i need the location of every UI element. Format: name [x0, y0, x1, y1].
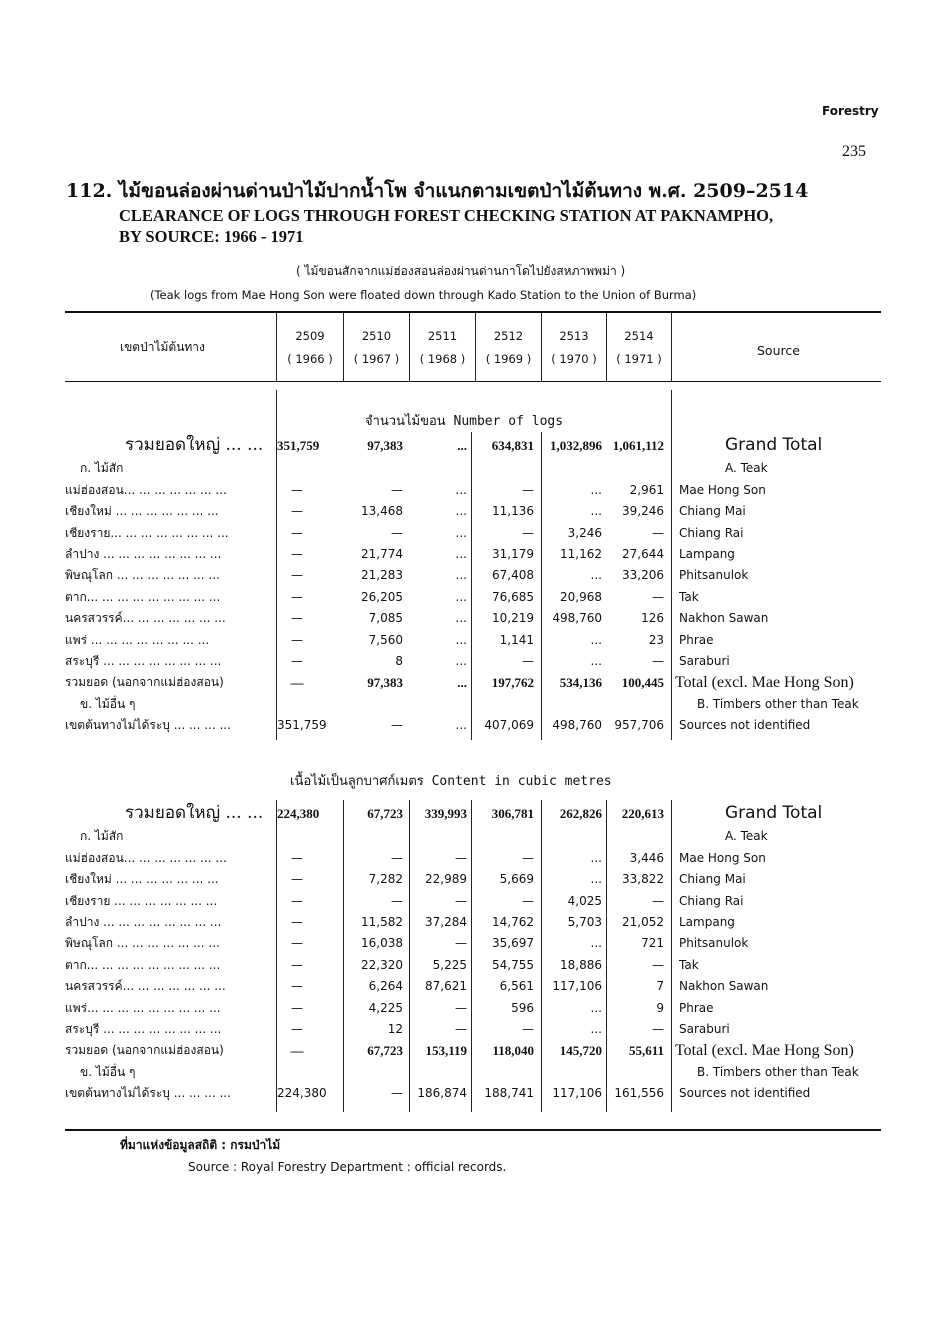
value-cell: 224,380	[277, 1086, 327, 1101]
value-cell: 87,621	[425, 979, 467, 994]
value-cell: 351,759	[277, 438, 320, 453]
table-title-english-line2: BY SOURCE: 1966 - 1971	[119, 227, 304, 246]
value-cell: 12	[387, 1022, 403, 1036]
table-row	[65, 501, 885, 522]
value-cell: ...	[590, 654, 602, 668]
table-row	[65, 587, 885, 608]
row-label: ตาก... ... ... ... ... ... ... ... ...	[65, 589, 221, 604]
table-bottom-rule	[65, 1129, 881, 1131]
value-cell: 100,445	[621, 675, 664, 691]
value-cell: 5,225	[432, 957, 467, 972]
value-cell: —	[522, 1022, 534, 1036]
value-cell: 161,556	[614, 1086, 664, 1101]
value-cell: —	[455, 893, 467, 908]
value-cell: 14,762	[492, 915, 534, 929]
row-source: A. Teak	[725, 829, 768, 844]
row-source: Lampang	[679, 915, 735, 929]
value-cell: —	[291, 979, 303, 994]
table-title-english-line1: CLEARANCE OF LOGS THROUGH FOREST CHECKING STATION AT PAKNAMPHO,	[119, 206, 774, 225]
row-source: Saraburi	[679, 1022, 730, 1036]
value-cell: 6,264	[368, 979, 403, 994]
value-cell: 11,136	[492, 504, 534, 519]
value-cell: 126	[641, 611, 664, 626]
row-label: รวมยอดใหญ่ ... ...	[125, 803, 264, 823]
value-cell: ...	[457, 438, 467, 453]
row-label: เชียงใหม่ ... ... ... ... ... ... ...	[65, 872, 219, 887]
value-cell: 37,284	[425, 915, 467, 929]
value-cell: —	[291, 525, 303, 540]
value-cell: 20,968	[560, 589, 602, 604]
value-cell: 117,106	[552, 1086, 602, 1101]
table-row	[65, 933, 885, 954]
value-cell: 5,703	[567, 915, 602, 929]
row-label: แพร่... ... ... ... ... ... ... ... ...	[65, 1000, 221, 1015]
value-cell: 117,106	[552, 979, 602, 994]
value-cell: 7,560	[368, 632, 403, 647]
row-label: ข. ไม้อื่น ๆ	[80, 1064, 136, 1079]
value-cell: 197,762	[491, 675, 534, 691]
value-cell: 39,246	[622, 504, 664, 519]
table-row	[65, 1083, 885, 1104]
row-label: แม่ฮ่องสอน... ... ... ... ... ... ...	[65, 482, 227, 497]
value-cell: —	[291, 589, 303, 604]
value-cell: 54,755	[492, 957, 534, 972]
table-row	[65, 651, 885, 672]
row-label: นครสวรรค์... ... ... ... ... ... ...	[65, 611, 226, 626]
row-source: Chiang Mai	[679, 504, 746, 519]
value-cell: ...	[455, 504, 467, 519]
row-label: ก. ไม้สัก	[80, 829, 124, 844]
table-title-thai: 112. ไม้ขอนล่องผ่านด่านป่าไม้ปากน้ำโพ จำแนกตามเขตป่าไม้ต้นทาง พ.ศ. 2509–2514	[66, 180, 809, 202]
year-header: 2512 ( 1969 )	[485, 329, 532, 366]
table-row	[65, 869, 885, 890]
value-cell: 22,989	[425, 872, 467, 887]
table-row	[65, 912, 885, 933]
value-cell: 76,685	[492, 589, 534, 604]
value-cell: —	[522, 482, 534, 497]
value-cell: —	[652, 589, 664, 604]
value-cell: —	[391, 525, 403, 540]
value-cell: 27,644	[622, 547, 664, 561]
row-source: Chiang Rai	[679, 893, 744, 908]
row-label: นครสวรรค์... ... ... ... ... ... ...	[65, 979, 226, 994]
value-cell: 21,052	[622, 915, 664, 929]
table-row	[65, 955, 885, 976]
row-source: B. Timbers other than Teak	[697, 1064, 859, 1079]
table-row	[65, 435, 885, 456]
value-cell: 188,741	[484, 1086, 534, 1101]
value-cell: 7,085	[368, 611, 403, 626]
value-cell: 186,874	[417, 1086, 467, 1101]
row-label: แพร่ ... ... ... ... ... ... ... ...	[65, 632, 210, 647]
table-row	[65, 826, 885, 847]
row-source: Tak	[679, 589, 699, 604]
row-label: เขตต้นทางไม่ได้ระบุ ... ... ... ...	[65, 718, 231, 733]
value-cell: ...	[455, 525, 467, 540]
row-label: ตาก... ... ... ... ... ... ... ... ...	[65, 957, 221, 972]
value-cell: 145,720	[559, 1043, 602, 1059]
header-bottom-rule	[65, 381, 881, 382]
row-source: Nakhon Sawan	[679, 979, 769, 994]
row-source: Nakhon Sawan	[679, 611, 769, 626]
value-cell: 220,613	[621, 806, 664, 821]
value-cell: ...	[590, 482, 602, 497]
footer-source-english: Source : Royal Forestry Department : official records.	[188, 1160, 507, 1174]
value-cell: 9	[656, 1000, 664, 1015]
row-label: พิษณุโลก ... ... ... ... ... ... ...	[65, 568, 220, 583]
year-header: 2514 ( 1971 )	[616, 329, 662, 366]
value-cell: —	[291, 872, 303, 887]
value-cell: —	[290, 675, 304, 691]
value-cell: 262,826	[559, 806, 602, 821]
note-english: (Teak logs from Mae Hong Son were floated down through Kado Station to the Union of Burma)	[150, 288, 697, 302]
source-column-header: Source	[757, 343, 800, 358]
value-cell: —	[291, 893, 303, 908]
value-cell: 407,069	[484, 718, 534, 733]
value-cell: 67,408	[492, 568, 534, 583]
value-cell: 22,320	[361, 957, 403, 972]
table-row	[65, 523, 885, 544]
table-row	[65, 891, 885, 912]
row-label: พิษณุโลก ... ... ... ... ... ... ...	[65, 936, 220, 951]
value-cell: 7	[656, 979, 664, 994]
value-cell: —	[522, 850, 534, 865]
row-label: สระบุรี ... ... ... ... ... ... ... ...	[65, 1022, 222, 1036]
value-cell: 31,179	[492, 547, 534, 561]
value-cell: —	[455, 1022, 467, 1036]
row-label: ลำปาง ... ... ... ... ... ... ... ...	[65, 547, 222, 561]
value-cell: —	[455, 850, 467, 865]
value-cell: ...	[457, 675, 467, 691]
label-column-header: เขตป่าไม้ต้นทาง	[120, 340, 205, 354]
row-source: Mae Hong Son	[679, 850, 766, 865]
row-source: Mae Hong Son	[679, 482, 766, 497]
value-cell: ...	[590, 632, 602, 647]
row-label: ลำปาง ... ... ... ... ... ... ... ...	[65, 915, 222, 929]
section-name: Forestry	[822, 104, 879, 118]
value-cell: 7,282	[368, 872, 403, 887]
value-cell: 55,611	[628, 1043, 664, 1059]
value-cell: 4,225	[368, 1000, 403, 1015]
row-label: ข. ไม้อื่น ๆ	[80, 696, 136, 711]
value-cell: 3,246	[567, 525, 602, 540]
table-row	[65, 694, 885, 715]
value-cell: —	[291, 915, 303, 929]
value-cell: —	[391, 1086, 403, 1101]
value-cell: 306,781	[491, 806, 534, 821]
row-source: Phitsanulok	[679, 568, 749, 583]
value-cell: ...	[455, 718, 467, 733]
value-cell: 534,136	[559, 675, 602, 691]
value-cell: —	[291, 547, 303, 561]
row-label: เชียงใหม่ ... ... ... ... ... ... ...	[65, 504, 219, 519]
row-source: Grand Total	[725, 803, 823, 823]
value-cell: ...	[590, 936, 602, 951]
row-label: เขตต้นทางไม่ได้ระบุ ... ... ... ...	[65, 1086, 231, 1101]
value-cell: ...	[455, 632, 467, 647]
value-cell: —	[291, 654, 303, 668]
value-cell: 97,383	[367, 675, 403, 691]
value-cell: —	[291, 632, 303, 647]
year-header: 2510 ( 1967 )	[353, 329, 400, 366]
value-cell: ...	[590, 850, 602, 865]
value-cell: —	[291, 1000, 303, 1015]
value-cell: —	[291, 936, 303, 951]
value-cell: —	[291, 957, 303, 972]
value-cell: 153,119	[425, 1043, 467, 1059]
row-label: แม่ฮ่องสอน... ... ... ... ... ... ...	[65, 850, 227, 865]
row-label: ก. ไม้สัก	[80, 461, 124, 476]
value-cell: 498,760	[552, 718, 602, 733]
value-cell: —	[652, 1022, 664, 1036]
table-row	[65, 803, 885, 824]
section-heading-logs: จำนวนไม้ขอน Number of logs	[365, 414, 564, 429]
year-header: 2511 ( 1968 )	[419, 329, 466, 366]
value-cell: —	[291, 504, 303, 519]
value-cell: 498,760	[552, 611, 602, 626]
row-label: เชียงราย ... ... ... ... ... ... ...	[65, 893, 218, 908]
value-cell: 721	[641, 936, 664, 951]
value-cell: —	[291, 611, 303, 626]
row-source: Sources not identified	[679, 1086, 811, 1101]
value-cell: 16,038	[361, 936, 403, 951]
value-cell: 5,669	[499, 872, 534, 887]
value-cell: 11,582	[361, 915, 403, 929]
value-cell: —	[455, 1000, 467, 1015]
table-row	[65, 544, 885, 565]
table-row	[65, 480, 885, 501]
row-source: Lampang	[679, 547, 735, 561]
value-cell: 11,162	[560, 547, 602, 561]
value-cell: ...	[590, 504, 602, 519]
table-row	[65, 565, 885, 586]
value-cell: —	[522, 525, 534, 540]
row-source: Phitsanulok	[679, 936, 749, 951]
value-cell: 67,723	[367, 806, 403, 821]
value-cell: 351,759	[277, 718, 327, 733]
table-row	[65, 1040, 885, 1061]
value-cell: —	[522, 893, 534, 908]
value-cell: 957,706	[614, 718, 664, 733]
table-row	[65, 608, 885, 629]
row-label: รวมยอด (นอกจากแม่ฮ่องสอน)	[65, 675, 224, 690]
table-row	[65, 848, 885, 869]
value-cell: 339,993	[424, 806, 467, 821]
value-cell: ...	[590, 1000, 602, 1015]
value-cell: 634,831	[491, 438, 534, 453]
value-cell: —	[291, 482, 303, 497]
value-cell: 10,219	[492, 611, 534, 626]
value-cell: —	[291, 1022, 303, 1036]
value-cell: —	[290, 1043, 304, 1059]
table-row	[65, 1062, 885, 1083]
value-cell: 33,822	[622, 872, 664, 887]
value-cell: ...	[455, 654, 467, 668]
value-cell: —	[652, 654, 664, 668]
value-cell: —	[652, 893, 664, 908]
value-cell: ...	[590, 568, 602, 583]
value-cell: ...	[590, 872, 602, 887]
table-row	[65, 630, 885, 651]
section-heading-cubic-metres: เนื้อไม้เป็นลูกบาศก์เมตร Content in cubic metres	[290, 774, 612, 789]
row-source: Chiang Mai	[679, 872, 746, 887]
page-number: 235	[842, 143, 866, 160]
row-label: เชียงราย... ... ... ... ... ... ... ...	[65, 525, 229, 540]
value-cell: —	[652, 525, 664, 540]
value-cell: 1,032,896	[550, 438, 602, 453]
value-cell: 33,206	[622, 568, 664, 583]
value-cell: 21,774	[361, 547, 403, 561]
row-label: รวมยอด (นอกจากแม่ฮ่องสอน)	[65, 1043, 224, 1058]
value-cell: 97,383	[367, 438, 403, 453]
table-top-rule	[65, 311, 881, 313]
value-cell: 23	[648, 632, 664, 647]
row-source: Grand Total	[725, 435, 823, 455]
value-cell: —	[391, 893, 403, 908]
value-cell: —	[291, 568, 303, 583]
row-label: สระบุรี ... ... ... ... ... ... ... ...	[65, 654, 222, 668]
value-cell: 224,380	[277, 806, 320, 821]
value-cell: —	[652, 957, 664, 972]
year-header: 2509 ( 1966 )	[287, 329, 333, 366]
row-source: Total (excl. Mae Hong Son)	[675, 674, 854, 692]
value-cell: 1,141	[499, 632, 534, 647]
table-row	[65, 998, 885, 1019]
value-cell: 18,886	[560, 957, 602, 972]
footer-source-thai: ที่มาแห่งข้อมูลสถิติ : กรมป่าไม้	[120, 1138, 281, 1152]
row-source: Sources not identified	[679, 718, 811, 733]
column-divider	[671, 313, 672, 381]
row-source: B. Timbers other than Teak	[697, 696, 859, 711]
value-cell: —	[391, 718, 403, 733]
value-cell: 8	[395, 654, 403, 668]
year-header: 2513 ( 1970 )	[551, 329, 597, 366]
value-cell: —	[291, 850, 303, 865]
table-row	[65, 672, 885, 693]
value-cell: ...	[455, 589, 467, 604]
row-source: Chiang Rai	[679, 525, 744, 540]
table-row	[65, 458, 885, 479]
table-row	[65, 715, 885, 736]
value-cell: 1,061,112	[612, 438, 664, 453]
value-cell: ...	[455, 611, 467, 626]
value-cell: 13,468	[361, 504, 403, 519]
row-source: Saraburi	[679, 654, 730, 668]
value-cell: 6,561	[499, 979, 534, 994]
table-row	[65, 1019, 885, 1040]
value-cell: —	[455, 936, 467, 951]
table-row	[65, 976, 885, 997]
value-cell: ...	[455, 482, 467, 497]
value-cell: ...	[455, 568, 467, 583]
row-source: A. Teak	[725, 461, 768, 476]
value-cell: ...	[590, 1022, 602, 1036]
row-source: Phrae	[679, 632, 714, 647]
row-label: รวมยอดใหญ่ ... ...	[125, 435, 264, 455]
value-cell: ...	[455, 547, 467, 561]
value-cell: 2,961	[629, 482, 664, 497]
note-thai: ( ไม้ขอนสักจากแม่ฮ่องสอนล่องผ่านด่านกาโดไปยังสหภาพพม่า )	[296, 264, 626, 278]
value-cell: —	[391, 850, 403, 865]
value-cell: 67,723	[367, 1043, 403, 1059]
value-cell: 3,446	[629, 850, 664, 865]
value-cell: 26,205	[361, 589, 403, 604]
value-cell: 35,697	[492, 936, 534, 951]
value-cell: —	[391, 482, 403, 497]
value-cell: 118,040	[492, 1043, 534, 1059]
value-cell: —	[522, 654, 534, 668]
value-cell: 21,283	[361, 568, 403, 583]
row-source: Phrae	[679, 1000, 714, 1015]
value-cell: 596	[511, 1000, 534, 1015]
value-cell: 4,025	[567, 893, 602, 908]
row-source: Tak	[679, 957, 699, 972]
row-source: Total (excl. Mae Hong Son)	[675, 1042, 854, 1060]
